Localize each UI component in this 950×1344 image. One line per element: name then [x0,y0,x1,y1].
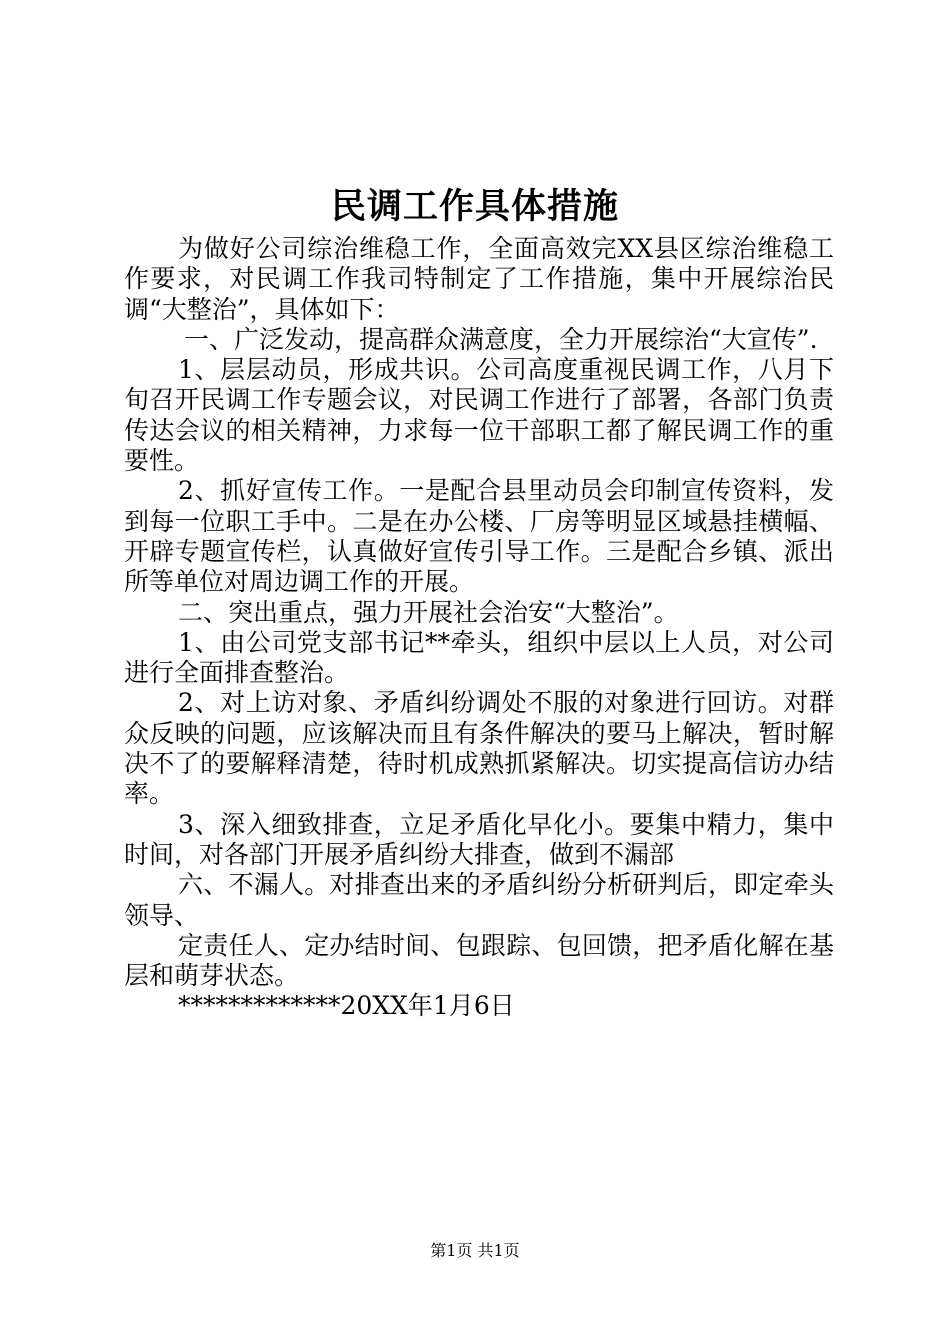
section-two-item-3-closing: 定责任人、定办结时间、包跟踪、包回馈，把矛盾化解在基层和萌芽状态。 [124,930,834,991]
document-title: 民调工作具体措施 [330,186,619,227]
signature-date: *************20XX年1月6日 [178,991,515,1021]
section-two-item-3-continued: 六、不漏人。对排查出来的矛盾纠纷分析研判后，即定牵头领导、 [124,870,834,930]
intro-paragraph: 为做好公司综治维稳工作，全面高效完XX县区综治维稳工作要求，对民调工作我司特制定了工作措施，集中开展综治民调“大整治”，具体如下： [124,234,834,324]
section-two-item-3: 3、深入细致排查，立足矛盾化早化小。要集中精力，集中时间，对各部门开展矛盾纠纷大排查，做到不漏部 [124,809,834,869]
section-two-heading: 二、突出重点，强力开展社会治安“大整治”。 [178,597,679,627]
section-two-item-2: 2、对上访对象、矛盾纠纷调处不服的对象进行回访。对群众反映的问题，应该解决而且有条件解决的要马上解决，暂时解决不了的要解释清楚，待时机成熟抓紧解决。切实提高信访办结率。 [124,688,834,809]
document-body [124,234,834,1022]
section-two-item-1: 1、由公司党支部书记**牵头，组织中层以上人员，对公司进行全面排查整治。 [124,627,834,688]
section-one-item-2: 2、抓好宣传工作。一是配合县里动员会印制宣传资料，发到每一位职工手中。二是在办公楼、厂房等明显区域悬挂横幅、开辟专题宣传栏，认真做好宣传引导工作。三是配合乡镇、派出所等单位对周边调工作的开展。 [124,476,834,597]
page-footer: 第1页 共1页 [430,1241,520,1260]
section-one-item-1: 1、层层动员，形成共识。公司高度重视民调工作，八月下旬召开民调工作专题会议，对民调工作进行了部署，各部门负责传达会议的相关精神，力求每一位干部职工都了解民调工作的重要性。 [124,355,834,476]
section-one-heading: 一、广泛发动，提高群众满意度，全力开展综治“大宣传”. [184,324,818,354]
